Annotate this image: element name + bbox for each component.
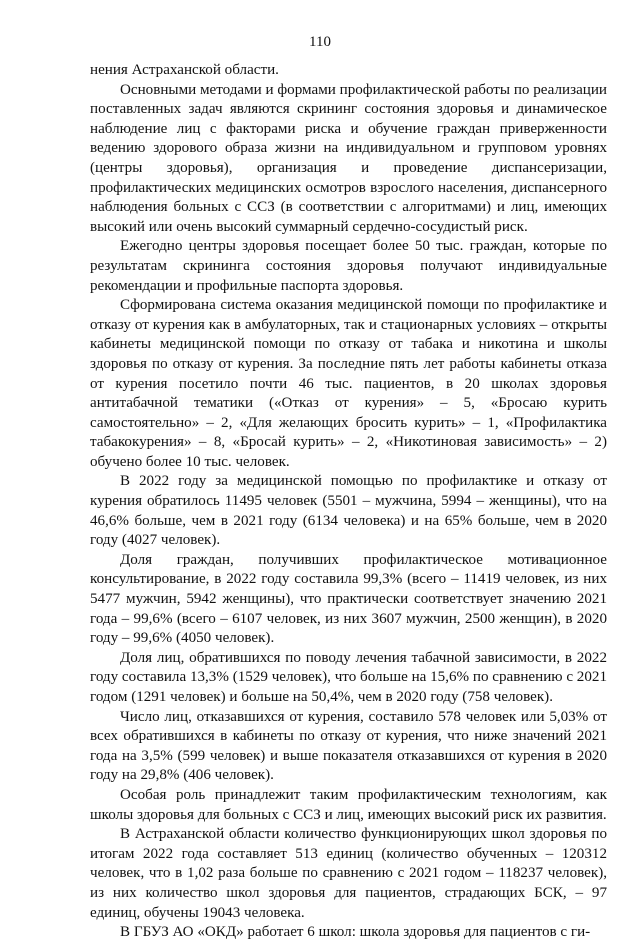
paragraph-health-schools-role: Особая роль принадлежит таким профилактическим технологиям, как школы здоровья для больных с ССЗ и лиц, имеющих высокий риск их развития. [90, 786, 607, 823]
paragraph-health-centers: Ежегодно центры здоровья посещает более 50 тыс. граждан, которые по результатам скрининга состояния здоровья получают индивидуальные рекомендации и профильные паспорта здоровья. [90, 238, 607, 294]
paragraph-okd-schools: В ГБУЗ АО «ОКД» работает 6 школ: школа здоровья для пациентов с ги- [120, 924, 591, 941]
paragraph-prevention-methods: Основными методами и формами профилактической работы по реализации поставленных задач являются скрининг состояния здоровья и динамическое наблюдение лиц с факторами риска и обучение граждан приверженности ведению здорового образа жизни на индивидуальном и групповом уровнях (центры здоровья), организация и проведение диспансеризации, профилактических медицинских осмотров взрослого населения, диспансерного наблюдения больных с ССЗ (в соответствии с алгоритмами) и лиц, имеющих высокий или очень высокий суммарный сердечно-сосудистый риск. [90, 81, 607, 235]
paragraph-counseling-share: Доля граждан, получивших профилактическое мотивационное консультирование, в 2022 году составила 99,3% (всего – 11419 человек, из них 5477 мужчин, 5942 женщины), что практически соответствует значению 2021 года – 99,6% (всего – 6107 человек, из них 3607 мужчин, 2500 женщин), в 2020 году – 99,6% (4050 человек). [90, 551, 607, 647]
paragraph-quit-count: Число лиц, отказавшихся от курения, составило 578 человек или 5,03% от всех обратившихся в кабинеты по отказу от курения, что ниже значений 2021 года на 3,5% (599 человек) и выше показателя отказавшихся от курения в 2020 году на 29,8% (406 человек). [90, 708, 607, 784]
paragraph-2022-requests: В 2022 году за медицинской помощью по профилактике и отказу от курения обратилось 11495 человек (5501 – мужчина, 5994 – женщины), что на 46,6% больше, чем в 2021 году (6134 человека) и на 65% больше, чем в 2020 году (4027 человек). [90, 473, 607, 549]
paragraph-treatment-share: Доля лиц, обратившихся по поводу лечения табачной зависимости, в 2022 году составила 13,3% (1529 человек), что больше на 15,6% по сравнению с 2021 годом (1291 человек) и больше на 50,4%, чем в 2020 году (758 человек). [90, 649, 607, 705]
body-text [90, 61, 607, 943]
paragraph-continuation: нения Астраханской области. [90, 62, 279, 78]
paragraph-smoking-cessation-system: Сформирована система оказания медицинской помощи по профилактике и отказу от курения как в амбулаторных, так и стационарных условиях – открыты кабинеты медицинской помощи по отказу от табака и никотина и школы здоровья по отказу от курения. За последние пять лет работы кабинеты отказа от курения посетило почти 46 тыс. пациентов, в 20 школах здоровья антитабачной тематики («Отказ от курения» – 5, «Бросаю курить самостоятельно» – 2, «Для желающих бросить курить» – 1, «Профилактика табакокурения» – 8, «Бросай курить» – 2, «Никотиновая зависимость» – 2) обучено более 10 тыс. человек. [90, 297, 607, 470]
paragraph-schools-count: В Астраханской области количество функционирующих школ здоровья по итогам 2022 года составляет 513 единиц (количество обученных – 120312 человек, что в 1,02 раза больше по сравнению с 2021 годом – 118237 человек), из них количество школ здоровья для пациентов, страдающих БСК, – 97 единиц, обучены 19043 человека. [90, 826, 607, 921]
page-number: 110 [309, 34, 331, 50]
